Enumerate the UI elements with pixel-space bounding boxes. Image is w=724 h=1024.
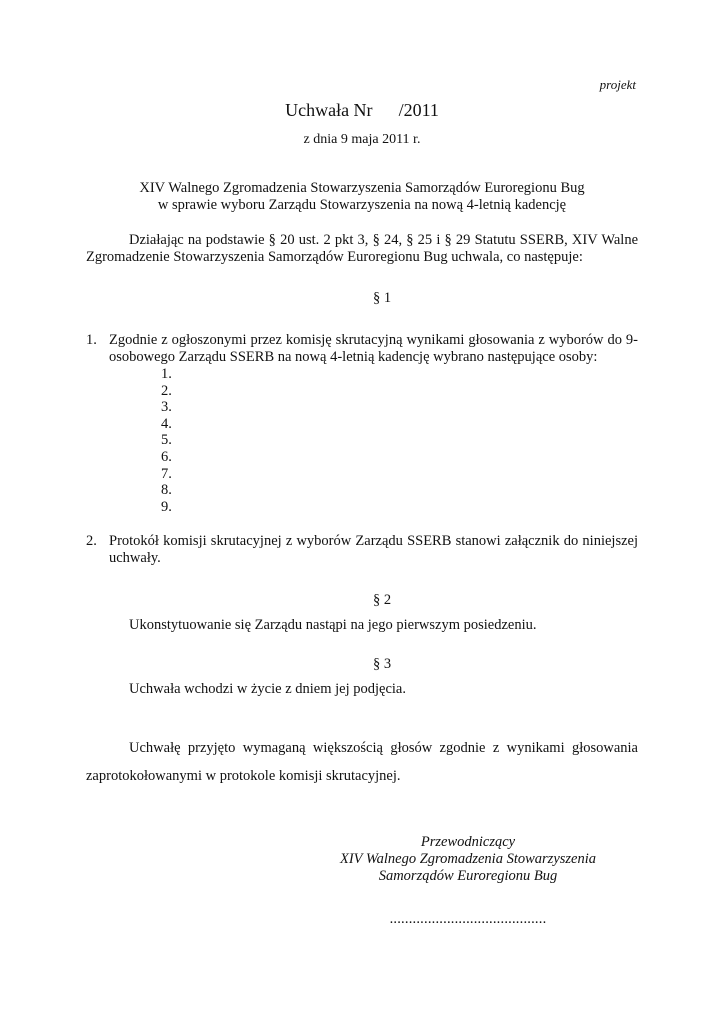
board-members-list bbox=[161, 366, 172, 515]
draft-label: projekt bbox=[599, 77, 636, 92]
section-1-heading: § 1 bbox=[372, 290, 392, 306]
section-1-item-2 bbox=[86, 533, 638, 567]
document-title bbox=[0, 99, 724, 121]
list-item: 2. bbox=[161, 382, 172, 399]
item-text: Protokół komisji skrutacyjnej z wyborów Zarządu SSERB stanowi załącznik do niniejszej uchwały. bbox=[109, 533, 638, 566]
subject-line-1: XIV Walnego Zgromadzenia Stowarzyszenia Samorządów Euroregionu Bug bbox=[139, 180, 585, 196]
section-1-item-1 bbox=[86, 332, 638, 366]
title-prefix: Uchwała Nr bbox=[285, 100, 373, 120]
signature-line: ......................................... bbox=[389, 911, 547, 927]
list-item: 6. bbox=[161, 448, 172, 465]
item-text: Zgodnie z ogłoszonymi przez komisję skrutacyjną wynikami głosowania z wyborów do 9-osobowego Zarządu SSERB na nową 4-letnią kadencję wybrano następujące osoby: bbox=[109, 332, 638, 365]
preamble-paragraph: Działając na podstawie § 20 ust. 2 pkt 3, § 24, § 25 i § 29 Statutu SSERB, XIV Walne Zgromadzenie Stowarzyszenia Samorządów Euroregionu Bug uchwala, co następuje: bbox=[86, 232, 638, 265]
list-item: 4. bbox=[161, 415, 172, 432]
item-number: 2. bbox=[86, 533, 97, 549]
section-2-heading: § 2 bbox=[372, 592, 392, 608]
title-number: /2011 bbox=[398, 100, 439, 120]
list-item: 9. bbox=[161, 498, 172, 515]
document-date: z dnia 9 maja 2011 r. bbox=[303, 132, 421, 147]
signature-block bbox=[300, 834, 636, 885]
list-item: 5. bbox=[161, 432, 172, 449]
subject-line-2: w sprawie wyboru Zarządu Stowarzyszenia na nową 4-letnią kadencję bbox=[157, 197, 567, 213]
item-number: 1. bbox=[86, 332, 97, 348]
section-3-text: Uchwała wchodzi w życie z dniem jej podjęcia. bbox=[129, 681, 406, 697]
signature-body-line-2: Samorządów Euroregionu Bug bbox=[378, 868, 558, 884]
list-item: 1. bbox=[161, 366, 172, 382]
signature-title: Przewodniczący bbox=[420, 834, 516, 850]
list-item: 3. bbox=[161, 399, 172, 416]
list-item: 8. bbox=[161, 482, 172, 499]
section-3-heading: § 3 bbox=[372, 656, 392, 672]
document-subject bbox=[0, 180, 724, 214]
section-2-text: Ukonstytuowanie się Zarządu nastąpi na jego pierwszym posiedzeniu. bbox=[129, 617, 537, 633]
list-item: 7. bbox=[161, 465, 172, 482]
signature-body-line-1: XIV Walnego Zgromadzenia Stowarzyszenia bbox=[339, 851, 597, 867]
closing-paragraph: Uchwałę przyjęto wymaganą większością głosów zgodnie z wynikami głosowania zaprotokołowanymi w protokole komisji skrutacyjnej. bbox=[86, 740, 638, 784]
